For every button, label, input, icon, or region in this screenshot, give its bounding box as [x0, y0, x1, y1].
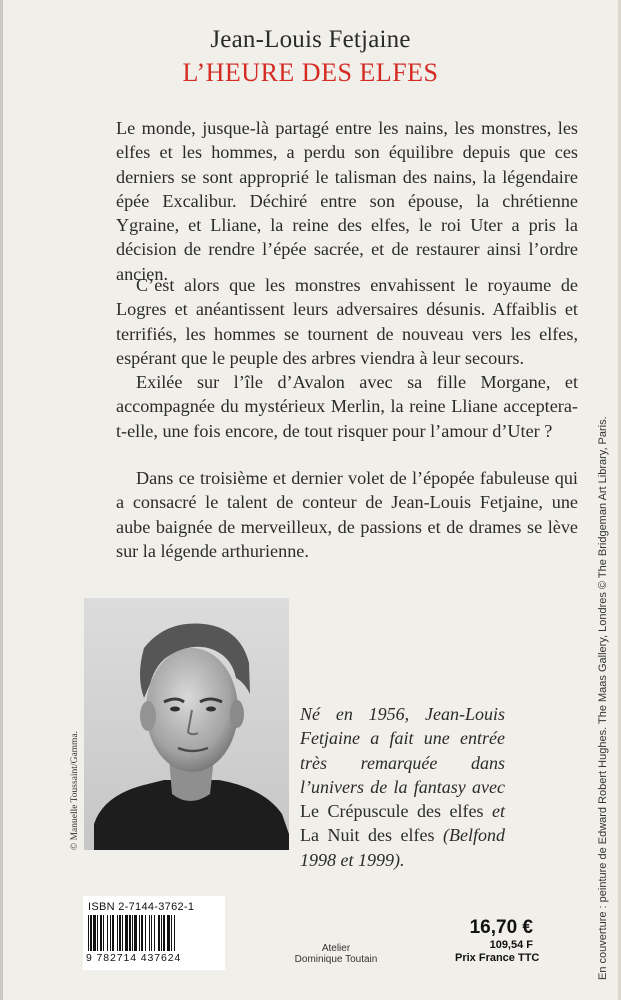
portrait-icon — [84, 598, 289, 850]
barcode-bar — [167, 915, 170, 951]
barcode-bar — [139, 915, 140, 951]
isbn-number: ISBN 2-7144-3762-1 — [88, 901, 195, 913]
barcode-bar — [97, 915, 98, 951]
blurb-paragraph: Exilée sur l’île d’Avalon avec sa fille Morgane, et accompagnée du mystérieux Merlin, la reine Lliane acceptera-t-elle, une fois encore, de tout risquer pour l’amour d’Uter ? — [116, 372, 578, 441]
barcode-bar — [90, 915, 92, 951]
price-franc: 109,54 F — [489, 939, 533, 951]
price-block — [455, 917, 540, 965]
author-bio — [300, 702, 505, 872]
author-name: Jean-Louis Fetjaine — [210, 26, 411, 53]
barcode-bar — [163, 915, 165, 951]
author-portrait-photo — [84, 598, 289, 850]
barcode-bar — [151, 915, 152, 951]
barcode-bar — [107, 915, 108, 951]
barcode-bar — [112, 915, 114, 951]
barcode-bar — [174, 915, 175, 951]
bio-text: Né en 1956, Jean-Louis Fetjaine a fait une entrée très remarquée dans l’univers de la fantasy avec — [300, 704, 505, 797]
blurb-paragraph: Dans ce troisième et dernier volet de l’épopée fabuleuse qui a consacré le talent de conteur de Jean-Louis Fetjaine, une aube baignée de merveilleux, de passions et de drames se lève sur la légende arthurienne. — [116, 468, 578, 561]
photo-credit: © Manuelle Toussaint/Gamma. — [70, 730, 80, 850]
barcode-bar — [132, 915, 133, 951]
barcode-bar — [161, 915, 162, 951]
barcode-bar — [117, 915, 118, 951]
bio-book-title: Le Crépuscule des elfes — [300, 801, 484, 822]
publisher-line: Dominique Toutain — [294, 954, 378, 965]
barcode-bar — [110, 915, 111, 951]
blurb-paragraph: Le monde, jusque-là partagé entre les nains, les monstres, les elfes et les hommes, a perdu son équilibre depuis que ces derniers se sont approprié le talisman des nains, la légendaire épée Excalibur. Déchiré entre son épouse, la chrétienne Ygraine, et Lliane, la reine des elfes, le roi Uter a pris la décision de rendre l’épée sacrée, et de restaurer ainsi l’ordre ancien. — [116, 118, 578, 284]
publisher-logo — [276, 943, 396, 965]
book-title: L’HEURE DES ELFES — [182, 58, 439, 87]
barcode-bar — [119, 915, 121, 951]
blurb-paragraph: C’est alors que les monstres envahissent le royaume de Logres et anéantissent leurs adversaires désunis. Affaiblis et terrifiés, les hommes se tournent de nouveau vers les elfes, espérant que le peuple des arbres viendra à leur secours. — [116, 275, 578, 368]
cover-illustration-credit: En couverture : peinture de Edward Robert Hughes. The Maas Gallery, Londres © The Bridgeman Art Library, Paris. — [597, 416, 609, 980]
barcode-bar — [158, 915, 160, 951]
barcode-bar — [171, 915, 172, 951]
barcode-bar — [145, 915, 146, 951]
barcode-bar — [134, 915, 137, 951]
bio-text: et — [483, 801, 505, 822]
bio-book-title: La Nuit des elfes — [300, 825, 435, 846]
barcode-bar — [141, 915, 143, 951]
barcode-bar — [129, 915, 131, 951]
barcode-bar — [88, 915, 89, 951]
barcode-bar — [100, 915, 102, 951]
barcode-bar — [125, 915, 128, 951]
barcode-bar — [154, 915, 155, 951]
barcode-bar — [93, 915, 96, 951]
publisher-line: Atelier — [321, 943, 351, 954]
barcode — [83, 896, 225, 970]
barcode-bar — [103, 915, 104, 951]
price-euro: 16,70 € — [469, 917, 533, 938]
barcode-bar — [149, 915, 150, 951]
ean-number: 9 782714 437624 — [86, 952, 182, 964]
barcode-bar — [122, 915, 123, 951]
bio-text: (Belfond 1998 et 1999). — [300, 825, 505, 870]
price-label: Prix France TTC — [455, 952, 540, 964]
